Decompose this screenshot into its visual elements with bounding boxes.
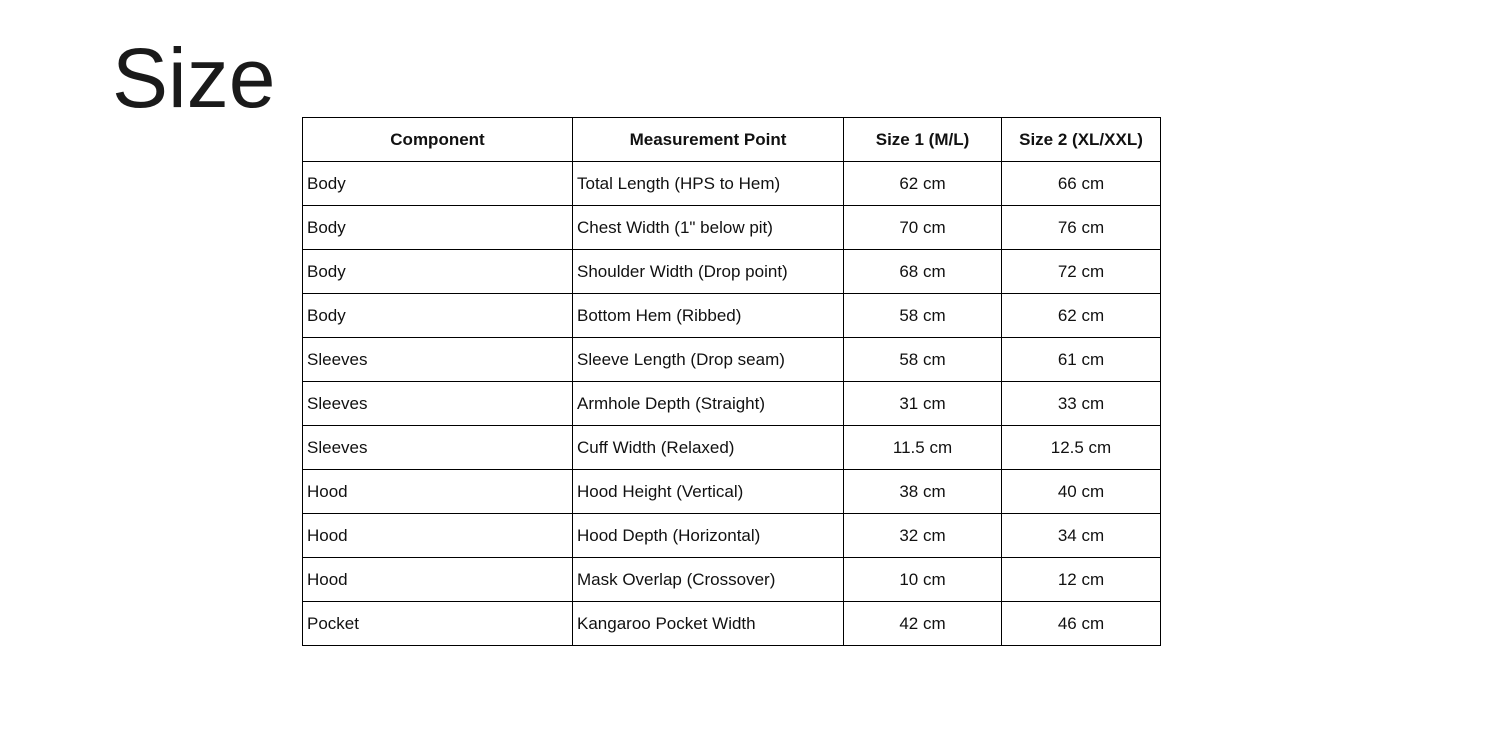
cell-component: Body (303, 294, 573, 338)
cell-size-1: 38 cm (844, 470, 1002, 514)
cell-size-1: 68 cm (844, 250, 1002, 294)
table-row (303, 338, 1161, 382)
table-row (303, 206, 1161, 250)
cell-component: Hood (303, 470, 573, 514)
cell-size-2: 61 cm (1002, 338, 1161, 382)
cell-measurement-point: Kangaroo Pocket Width (573, 602, 844, 646)
cell-component: Pocket (303, 602, 573, 646)
table-row (303, 162, 1161, 206)
cell-size-1: 58 cm (844, 338, 1002, 382)
table-row (303, 426, 1161, 470)
cell-size-2: 40 cm (1002, 470, 1161, 514)
cell-size-2: 33 cm (1002, 382, 1161, 426)
cell-size-2: 66 cm (1002, 162, 1161, 206)
cell-size-2: 12 cm (1002, 558, 1161, 602)
header-size-2: Size 2 (XL/XXL) (1002, 118, 1161, 162)
table-row (303, 602, 1161, 646)
cell-component: Body (303, 162, 573, 206)
cell-size-2: 76 cm (1002, 206, 1161, 250)
table-row (303, 250, 1161, 294)
cell-measurement-point: Armhole Depth (Straight) (573, 382, 844, 426)
cell-size-2: 12.5 cm (1002, 426, 1161, 470)
header-measurement-point: Measurement Point (573, 118, 844, 162)
cell-component: Hood (303, 514, 573, 558)
cell-size-1: 42 cm (844, 602, 1002, 646)
table-row (303, 382, 1161, 426)
cell-component: Sleeves (303, 382, 573, 426)
page-title: Size (112, 31, 276, 125)
cell-measurement-point: Shoulder Width (Drop point) (573, 250, 844, 294)
cell-component: Hood (303, 558, 573, 602)
cell-size-1: 70 cm (844, 206, 1002, 250)
header-size-1: Size 1 (M/L) (844, 118, 1002, 162)
cell-measurement-point: Chest Width (1" below pit) (573, 206, 844, 250)
cell-size-2: 34 cm (1002, 514, 1161, 558)
cell-size-1: 11.5 cm (844, 426, 1002, 470)
table-row (303, 514, 1161, 558)
header-component: Component (303, 118, 573, 162)
cell-measurement-point: Hood Depth (Horizontal) (573, 514, 844, 558)
cell-measurement-point: Hood Height (Vertical) (573, 470, 844, 514)
cell-measurement-point: Mask Overlap (Crossover) (573, 558, 844, 602)
cell-component: Body (303, 206, 573, 250)
cell-size-1: 31 cm (844, 382, 1002, 426)
cell-size-1: 10 cm (844, 558, 1002, 602)
cell-measurement-point: Total Length (HPS to Hem) (573, 162, 844, 206)
cell-size-2: 72 cm (1002, 250, 1161, 294)
cell-measurement-point: Bottom Hem (Ribbed) (573, 294, 844, 338)
table-row (303, 470, 1161, 514)
cell-size-1: 32 cm (844, 514, 1002, 558)
cell-size-2: 62 cm (1002, 294, 1161, 338)
cell-component: Body (303, 250, 573, 294)
cell-measurement-point: Cuff Width (Relaxed) (573, 426, 844, 470)
cell-measurement-point: Sleeve Length (Drop seam) (573, 338, 844, 382)
cell-component: Sleeves (303, 426, 573, 470)
table-row (303, 558, 1161, 602)
size-table (302, 117, 1161, 646)
cell-size-1: 62 cm (844, 162, 1002, 206)
table-row (303, 294, 1161, 338)
table-header-row (303, 118, 1161, 162)
cell-size-2: 46 cm (1002, 602, 1161, 646)
cell-size-1: 58 cm (844, 294, 1002, 338)
cell-component: Sleeves (303, 338, 573, 382)
